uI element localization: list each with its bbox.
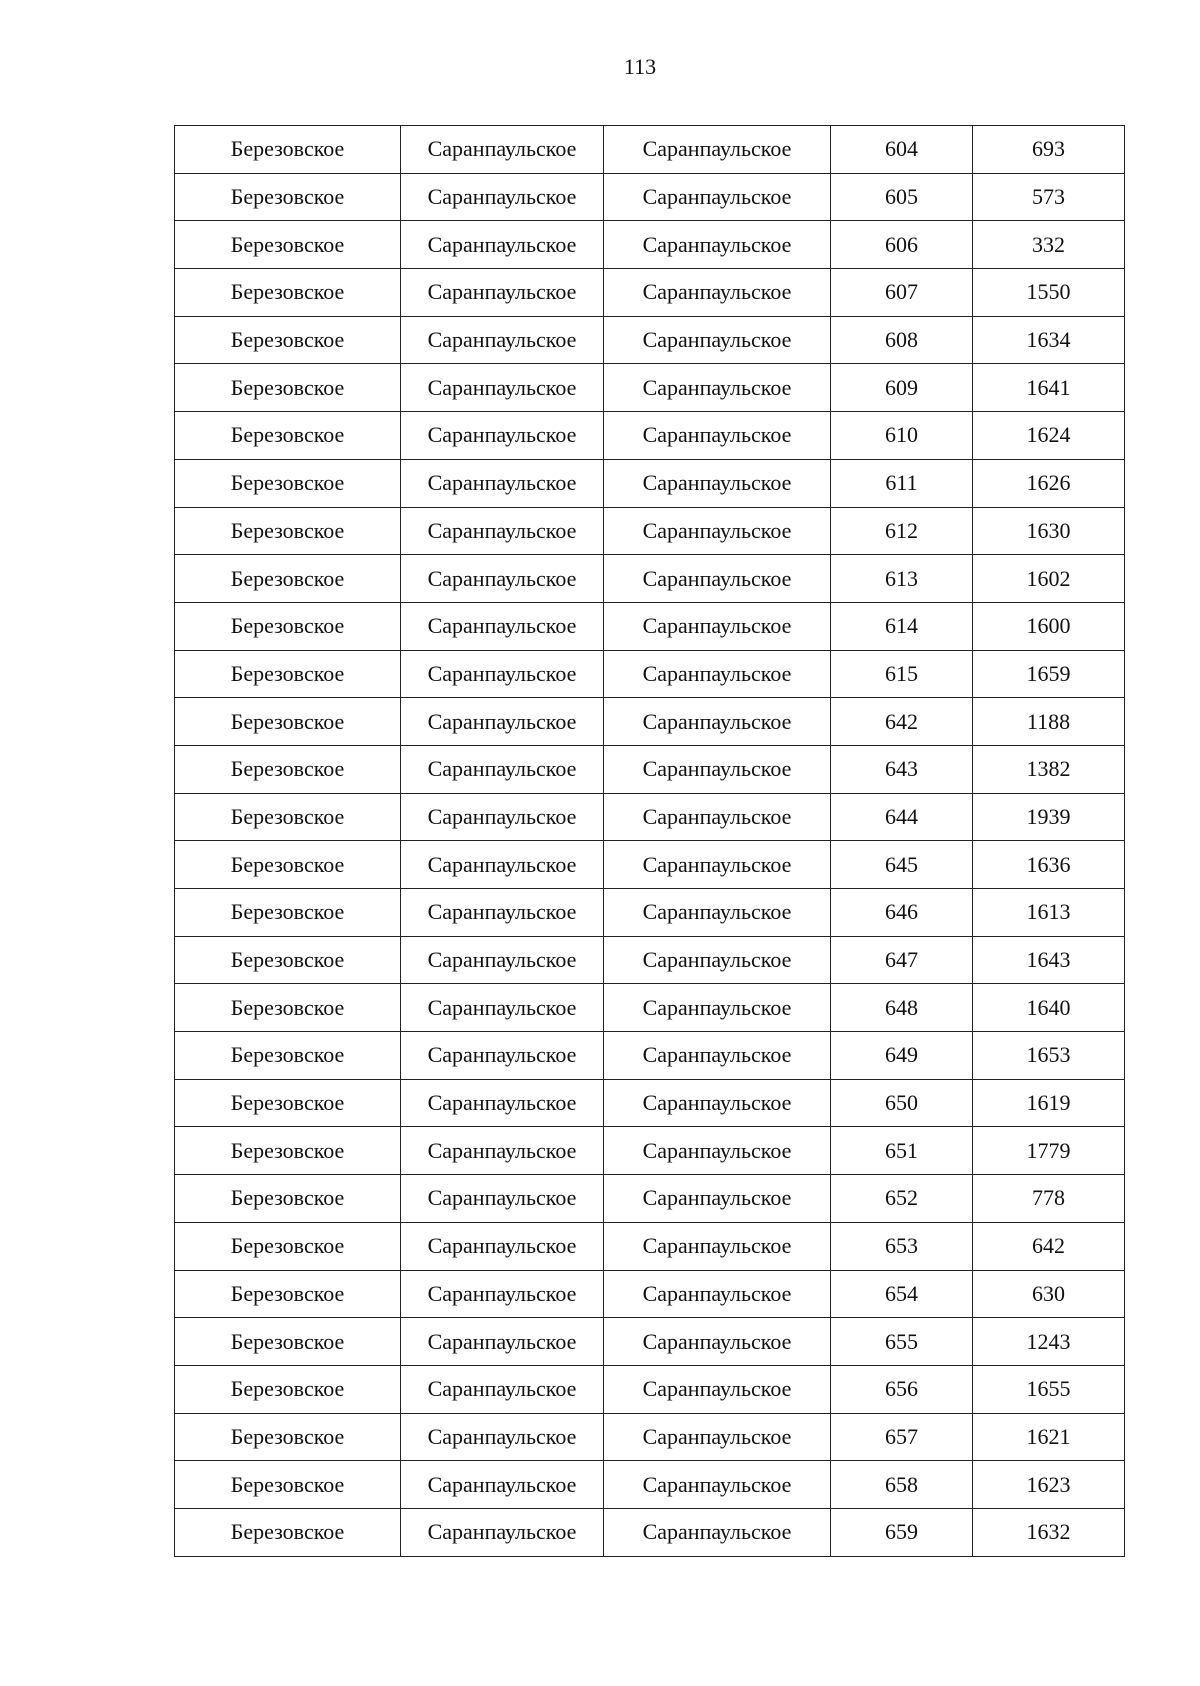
- area-cell: 1632: [973, 1508, 1125, 1556]
- forestry-cell: Саранпаульское: [604, 841, 831, 889]
- quarter-number-cell: 614: [831, 602, 973, 650]
- settlement-cell: Саранпаульское: [401, 364, 604, 412]
- table-row: [175, 555, 1125, 603]
- area-cell: 1659: [973, 650, 1125, 698]
- settlement-cell: Саранпаульское: [401, 269, 604, 317]
- table-row: [175, 269, 1125, 317]
- table-row: [175, 984, 1125, 1032]
- quarter-number-cell: 643: [831, 745, 973, 793]
- forestry-cell: Саранпаульское: [604, 1175, 831, 1223]
- district-cell: Березовское: [175, 745, 401, 793]
- table-row: [175, 1079, 1125, 1127]
- quarter-number-cell: 642: [831, 698, 973, 746]
- table-row: [175, 316, 1125, 364]
- settlement-cell: Саранпаульское: [401, 1032, 604, 1080]
- quarter-number-cell: 652: [831, 1175, 973, 1223]
- area-cell: 1619: [973, 1079, 1125, 1127]
- district-cell: Березовское: [175, 1508, 401, 1556]
- table-row: [175, 364, 1125, 412]
- area-cell: 1243: [973, 1318, 1125, 1366]
- table-row: [175, 602, 1125, 650]
- quarter-number-cell: 650: [831, 1079, 973, 1127]
- area-cell: 1550: [973, 269, 1125, 317]
- district-cell: Березовское: [175, 316, 401, 364]
- table-row: [175, 221, 1125, 269]
- quarter-number-cell: 609: [831, 364, 973, 412]
- area-cell: 1600: [973, 602, 1125, 650]
- district-cell: Березовское: [175, 698, 401, 746]
- settlement-cell: Саранпаульское: [401, 793, 604, 841]
- table-row: [175, 698, 1125, 746]
- table-row: [175, 1270, 1125, 1318]
- forestry-cell: Саранпаульское: [604, 459, 831, 507]
- settlement-cell: Саранпаульское: [401, 1270, 604, 1318]
- area-cell: 1613: [973, 889, 1125, 937]
- settlement-cell: Саранпаульское: [401, 650, 604, 698]
- settlement-cell: Саранпаульское: [401, 221, 604, 269]
- area-cell: 630: [973, 1270, 1125, 1318]
- settlement-cell: Саранпаульское: [401, 507, 604, 555]
- area-cell: 1939: [973, 793, 1125, 841]
- forestry-cell: Саранпаульское: [604, 1270, 831, 1318]
- table-row: [175, 1032, 1125, 1080]
- settlement-cell: Саранпаульское: [401, 1365, 604, 1413]
- table-row: [175, 1413, 1125, 1461]
- district-cell: Березовское: [175, 126, 401, 174]
- table-row: [175, 889, 1125, 937]
- forestry-cell: Саранпаульское: [604, 602, 831, 650]
- area-cell: 1623: [973, 1461, 1125, 1509]
- settlement-cell: Саранпаульское: [401, 984, 604, 1032]
- area-cell: 1630: [973, 507, 1125, 555]
- area-cell: 1188: [973, 698, 1125, 746]
- quarter-number-cell: 647: [831, 936, 973, 984]
- area-cell: 573: [973, 173, 1125, 221]
- table-row: [175, 459, 1125, 507]
- district-cell: Березовское: [175, 269, 401, 317]
- district-cell: Березовское: [175, 1270, 401, 1318]
- quarter-number-cell: 649: [831, 1032, 973, 1080]
- settlement-cell: Саранпаульское: [401, 1079, 604, 1127]
- district-cell: Березовское: [175, 221, 401, 269]
- area-cell: 1643: [973, 936, 1125, 984]
- forestry-cell: Саранпаульское: [604, 650, 831, 698]
- forestry-cell: Саранпаульское: [604, 698, 831, 746]
- settlement-cell: Саранпаульское: [401, 316, 604, 364]
- quarter-number-cell: 645: [831, 841, 973, 889]
- district-cell: Березовское: [175, 1079, 401, 1127]
- forestry-cell: Саранпаульское: [604, 984, 831, 1032]
- forestry-cell: Саранпаульское: [604, 316, 831, 364]
- table-row: [175, 1365, 1125, 1413]
- district-cell: Березовское: [175, 1318, 401, 1366]
- settlement-cell: Саранпаульское: [401, 698, 604, 746]
- district-cell: Березовское: [175, 412, 401, 460]
- area-cell: 1640: [973, 984, 1125, 1032]
- area-cell: 1779: [973, 1127, 1125, 1175]
- settlement-cell: Саранпаульское: [401, 1461, 604, 1509]
- area-cell: 1624: [973, 412, 1125, 460]
- forestry-cell: Саранпаульское: [604, 1461, 831, 1509]
- data-table-container: [174, 125, 1124, 1557]
- table-row: [175, 126, 1125, 174]
- settlement-cell: Саранпаульское: [401, 889, 604, 937]
- table-row: [175, 1127, 1125, 1175]
- quarter-number-cell: 651: [831, 1127, 973, 1175]
- settlement-cell: Саранпаульское: [401, 459, 604, 507]
- quarter-number-cell: 648: [831, 984, 973, 1032]
- settlement-cell: Саранпаульское: [401, 1127, 604, 1175]
- data-table: [174, 125, 1125, 1557]
- table-row: [175, 412, 1125, 460]
- table-row: [175, 745, 1125, 793]
- settlement-cell: Саранпаульское: [401, 745, 604, 793]
- forestry-cell: Саранпаульское: [604, 1127, 831, 1175]
- district-cell: Березовское: [175, 889, 401, 937]
- settlement-cell: Саранпаульское: [401, 412, 604, 460]
- settlement-cell: Саранпаульское: [401, 1413, 604, 1461]
- area-cell: 332: [973, 221, 1125, 269]
- quarter-number-cell: 653: [831, 1222, 973, 1270]
- forestry-cell: Саранпаульское: [604, 1413, 831, 1461]
- forestry-cell: Саранпаульское: [604, 1318, 831, 1366]
- forestry-cell: Саранпаульское: [604, 1032, 831, 1080]
- district-cell: Березовское: [175, 1175, 401, 1223]
- district-cell: Березовское: [175, 1127, 401, 1175]
- settlement-cell: Саранпаульское: [401, 841, 604, 889]
- quarter-number-cell: 604: [831, 126, 973, 174]
- area-cell: 1634: [973, 316, 1125, 364]
- forestry-cell: Саранпаульское: [604, 507, 831, 555]
- settlement-cell: Саранпаульское: [401, 936, 604, 984]
- forestry-cell: Саранпаульское: [604, 889, 831, 937]
- table-row: [175, 173, 1125, 221]
- quarter-number-cell: 658: [831, 1461, 973, 1509]
- area-cell: 1621: [973, 1413, 1125, 1461]
- district-cell: Березовское: [175, 459, 401, 507]
- area-cell: 1636: [973, 841, 1125, 889]
- forestry-cell: Саранпаульское: [604, 1508, 831, 1556]
- table-row: [175, 1508, 1125, 1556]
- table-row: [175, 793, 1125, 841]
- district-cell: Березовское: [175, 1365, 401, 1413]
- forestry-cell: Саранпаульское: [604, 793, 831, 841]
- forestry-cell: Саранпаульское: [604, 221, 831, 269]
- district-cell: Березовское: [175, 602, 401, 650]
- page-number: 113: [623, 54, 657, 79]
- table-body: [175, 126, 1125, 1557]
- district-cell: Березовское: [175, 984, 401, 1032]
- quarter-number-cell: 608: [831, 316, 973, 364]
- forestry-cell: Саранпаульское: [604, 269, 831, 317]
- area-cell: 1655: [973, 1365, 1125, 1413]
- settlement-cell: Саранпаульское: [401, 173, 604, 221]
- quarter-number-cell: 607: [831, 269, 973, 317]
- settlement-cell: Саранпаульское: [401, 1175, 604, 1223]
- settlement-cell: Саранпаульское: [401, 555, 604, 603]
- district-cell: Березовское: [175, 555, 401, 603]
- district-cell: Березовское: [175, 364, 401, 412]
- district-cell: Березовское: [175, 173, 401, 221]
- settlement-cell: Саранпаульское: [401, 1508, 604, 1556]
- area-cell: 642: [973, 1222, 1125, 1270]
- quarter-number-cell: 654: [831, 1270, 973, 1318]
- forestry-cell: Саранпаульское: [604, 412, 831, 460]
- quarter-number-cell: 646: [831, 889, 973, 937]
- district-cell: Березовское: [175, 1461, 401, 1509]
- table-row: [175, 1175, 1125, 1223]
- table-row: [175, 1222, 1125, 1270]
- settlement-cell: Саранпаульское: [401, 1318, 604, 1366]
- area-cell: 778: [973, 1175, 1125, 1223]
- area-cell: 1602: [973, 555, 1125, 603]
- forestry-cell: Саранпаульское: [604, 364, 831, 412]
- area-cell: 1653: [973, 1032, 1125, 1080]
- quarter-number-cell: 657: [831, 1413, 973, 1461]
- table-row: [175, 841, 1125, 889]
- quarter-number-cell: 656: [831, 1365, 973, 1413]
- quarter-number-cell: 659: [831, 1508, 973, 1556]
- quarter-number-cell: 610: [831, 412, 973, 460]
- table-row: [175, 1318, 1125, 1366]
- quarter-number-cell: 611: [831, 459, 973, 507]
- table-row: [175, 936, 1125, 984]
- quarter-number-cell: 606: [831, 221, 973, 269]
- forestry-cell: Саранпаульское: [604, 555, 831, 603]
- district-cell: Березовское: [175, 936, 401, 984]
- area-cell: 1641: [973, 364, 1125, 412]
- forestry-cell: Саранпаульское: [604, 126, 831, 174]
- area-cell: 1382: [973, 745, 1125, 793]
- quarter-number-cell: 644: [831, 793, 973, 841]
- quarter-number-cell: 655: [831, 1318, 973, 1366]
- quarter-number-cell: 612: [831, 507, 973, 555]
- district-cell: Березовское: [175, 1222, 401, 1270]
- district-cell: Березовское: [175, 507, 401, 555]
- area-cell: 693: [973, 126, 1125, 174]
- settlement-cell: Саранпаульское: [401, 602, 604, 650]
- district-cell: Березовское: [175, 1413, 401, 1461]
- forestry-cell: Саранпаульское: [604, 745, 831, 793]
- forestry-cell: Саранпаульское: [604, 1365, 831, 1413]
- forestry-cell: Саранпаульское: [604, 173, 831, 221]
- table-row: [175, 507, 1125, 555]
- district-cell: Березовское: [175, 650, 401, 698]
- quarter-number-cell: 613: [831, 555, 973, 603]
- forestry-cell: Саранпаульское: [604, 1079, 831, 1127]
- district-cell: Березовское: [175, 793, 401, 841]
- quarter-number-cell: 605: [831, 173, 973, 221]
- table-row: [175, 650, 1125, 698]
- table-row: [175, 1461, 1125, 1509]
- forestry-cell: Саранпаульское: [604, 936, 831, 984]
- district-cell: Березовское: [175, 841, 401, 889]
- district-cell: Березовское: [175, 1032, 401, 1080]
- settlement-cell: Саранпаульское: [401, 126, 604, 174]
- forestry-cell: Саранпаульское: [604, 1222, 831, 1270]
- settlement-cell: Саранпаульское: [401, 1222, 604, 1270]
- area-cell: 1626: [973, 459, 1125, 507]
- quarter-number-cell: 615: [831, 650, 973, 698]
